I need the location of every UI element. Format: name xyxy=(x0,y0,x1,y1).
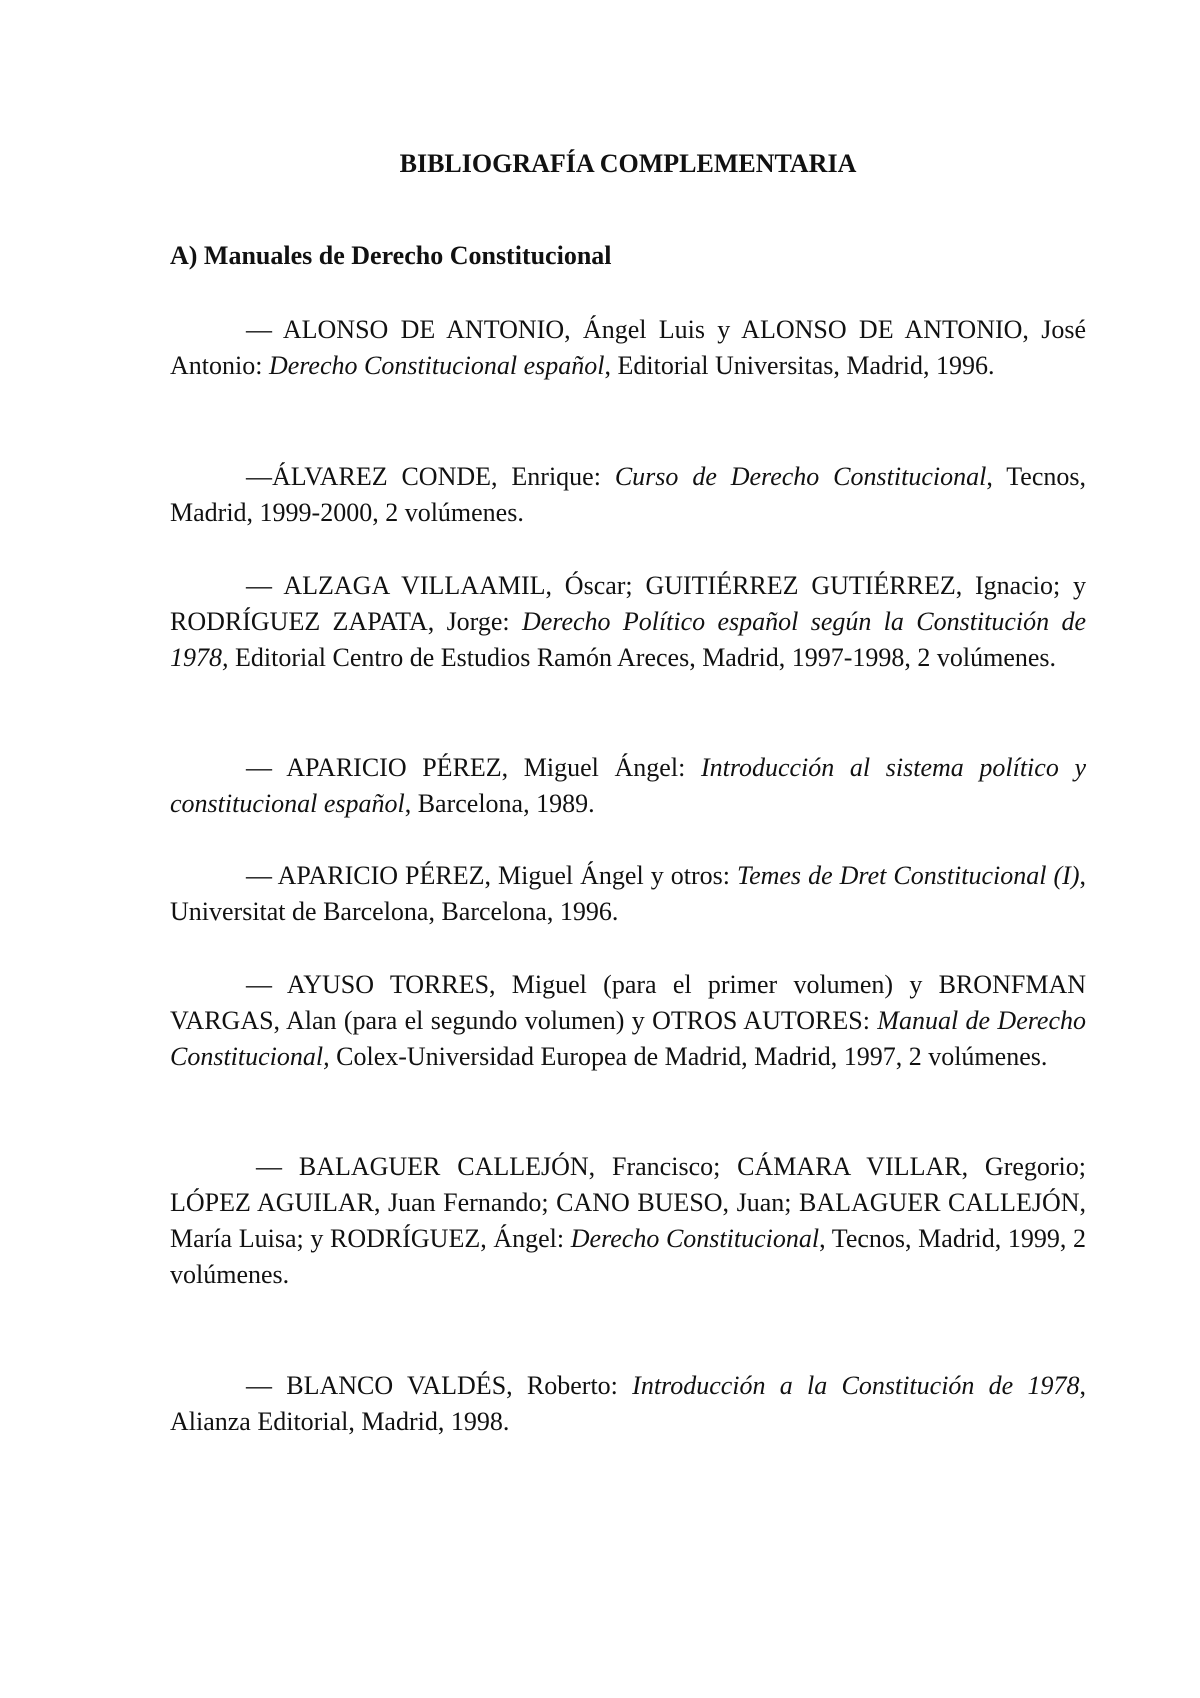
bibliography-entry xyxy=(170,858,1086,930)
bibliography-entry xyxy=(170,967,1086,1075)
entry-publication: Colex-Universidad Europea de Madrid, Madrid, 1997, 2 volúmenes. xyxy=(329,1042,1048,1071)
entry-title: Derecho Constitucional xyxy=(570,1224,820,1253)
entry-publication: , Editorial Universitas, Madrid, 1996. xyxy=(604,351,995,380)
entry-authors: — AYUSO TORRES, Miguel (para el primer volumen) y BRONFMAN VARGAS, Alan (para el segundo volumen) y OTROS AUTORES: xyxy=(170,970,1086,1035)
bibliography-entry xyxy=(170,568,1086,676)
entry-title: Manual de Derecho Constitucional, xyxy=(170,1006,1086,1071)
entry-title: Derecho Constitucional español xyxy=(268,351,605,380)
bibliography-entry xyxy=(170,1149,1086,1293)
entry-title: Introducción a la Constitución de 1978 xyxy=(632,1371,1080,1400)
entry-title: Curso de Derecho Constitucional xyxy=(614,462,987,491)
entry-publication: , Universitat de Barcelona, Barcelona, 1996. xyxy=(170,861,1086,926)
entry-authors: — ALONSO DE ANTONIO, Ángel Luis y ALONSO DE ANTONIO, José Antonio: xyxy=(170,315,1086,380)
entry-title: Temes de Dret Constitucional (I) xyxy=(737,861,1080,890)
bibliography-entry xyxy=(170,459,1086,531)
section-heading: A) Manuales de Derecho Constitucional xyxy=(170,241,612,270)
entry-publication: , Tecnos, Madrid, 1999, 2 volúmenes. xyxy=(170,1224,1086,1289)
entry-authors: — BLANCO VALDÉS, Roberto: xyxy=(246,1371,633,1400)
page-title: BIBLIOGRAFÍA COMPLEMENTARIA xyxy=(399,149,857,178)
entry-publication: , Alianza Editorial, Madrid, 1998. xyxy=(170,1371,1086,1436)
entry-publication: , Barcelona, 1989. xyxy=(404,789,595,818)
entry-authors: — APARICIO PÉREZ, Miguel Ángel: xyxy=(246,753,701,782)
entry-authors: — BALAGUER CALLEJÓN, Francisco; CÁMARA VILLAR, Gregorio; LÓPEZ AGUILAR, Juan Fernando; CANO BUESO, Juan; BALAGUER CALLEJÓN, María Luisa; y RODRÍGUEZ, Ángel: xyxy=(170,1152,1086,1253)
entry-authors: — ALZAGA VILLAAMIL, Óscar; GUITIÉRREZ GUTIÉRREZ, Ignacio; y RODRÍGUEZ ZAPATA, Jorge: xyxy=(170,571,1086,636)
bibliography-entry xyxy=(170,1368,1086,1440)
entry-title: Introducción al sistema político y constitucional español xyxy=(170,753,1086,818)
entry-authors: —ÁLVAREZ CONDE, Enrique: xyxy=(246,462,615,491)
bibliography-entry xyxy=(170,312,1086,384)
entry-authors: — APARICIO PÉREZ, Miguel Ángel y otros: xyxy=(246,861,737,890)
bibliography-entry xyxy=(170,750,1086,822)
entry-publication: , Tecnos, Madrid, 1999-2000, 2 volúmenes. xyxy=(170,462,1086,527)
entry-title: Derecho Político español según la Constitución de 1978, xyxy=(170,607,1086,672)
entry-publication: Editorial Centro de Estudios Ramón Areces, Madrid, 1997-1998, 2 volúmenes. xyxy=(228,643,1057,672)
